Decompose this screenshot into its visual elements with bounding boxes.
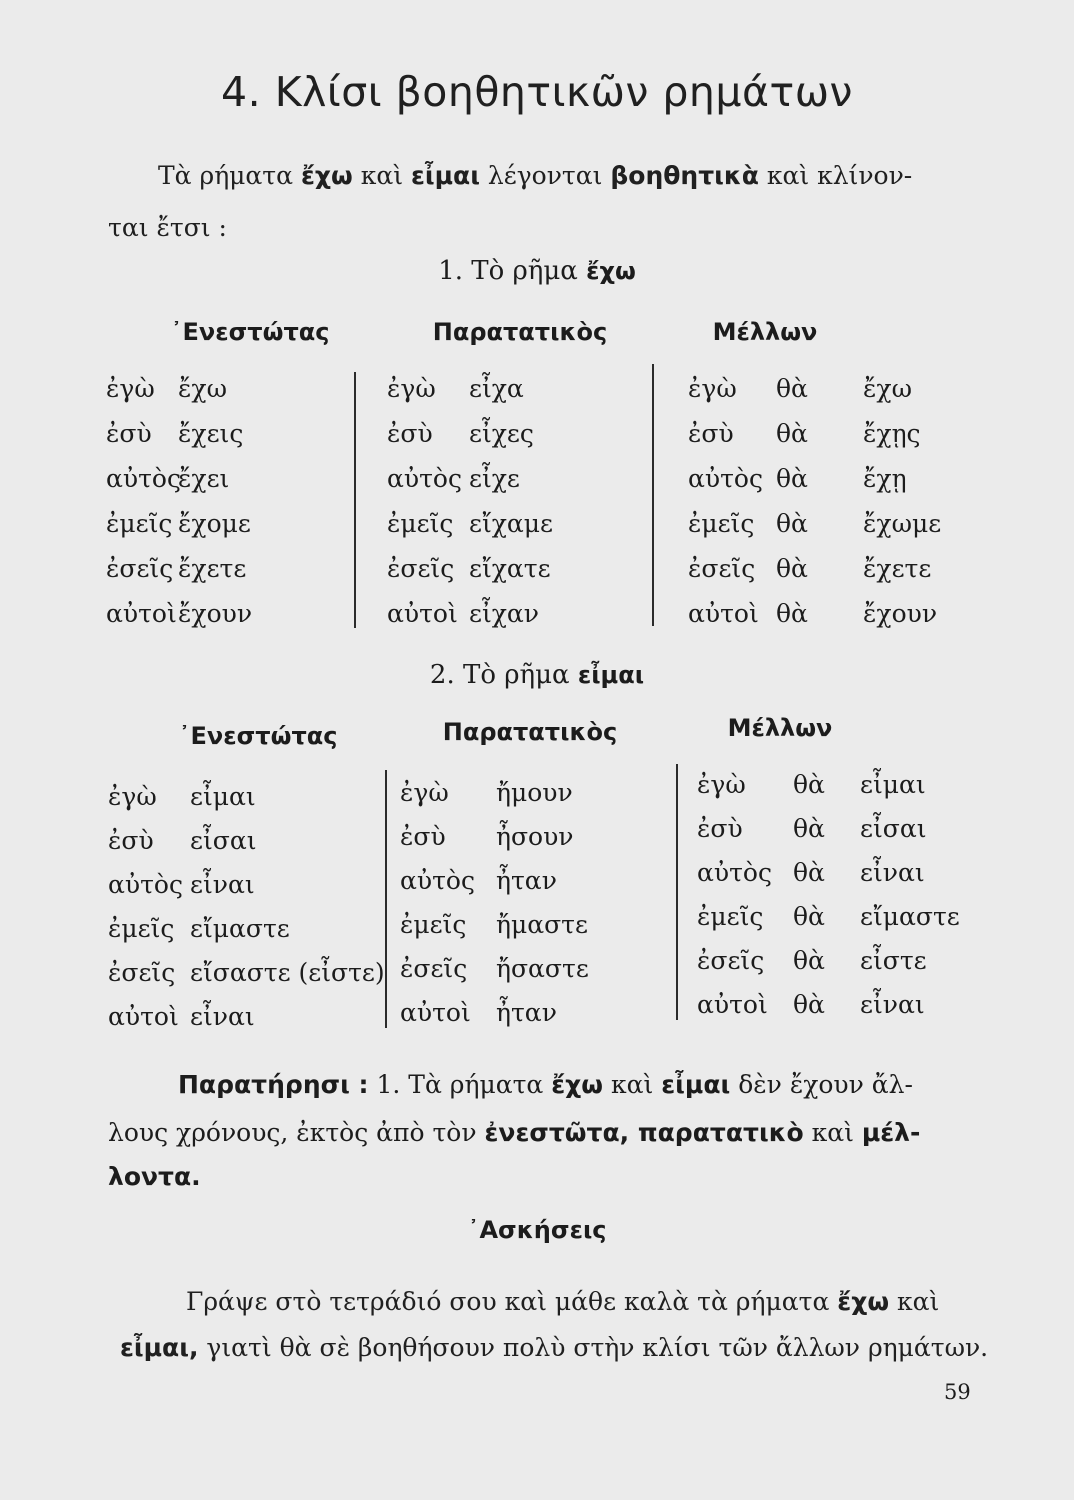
pronoun: ἐσὺ xyxy=(697,814,743,843)
pronoun: ἐγὼ xyxy=(106,374,155,403)
note-text: λους χρόνους, ἐκτὸς ἀπὸ τὸν xyxy=(108,1118,477,1147)
pronoun: ἐμεῖς xyxy=(387,509,454,538)
pronoun: αὐτὸς xyxy=(108,870,183,899)
note-label: Παρατήρησι : xyxy=(178,1070,369,1099)
verb-form: εἶναι xyxy=(190,1002,255,1031)
verb-form: εἶχα xyxy=(469,374,524,403)
verb-form: εἶμαι xyxy=(190,782,256,811)
note-bold-verb: εἶμαι xyxy=(661,1070,731,1099)
pronoun: ἐμεῖς xyxy=(106,509,173,538)
pronoun: αὐτὸς xyxy=(387,464,462,493)
verb-form: ἔχω xyxy=(178,374,227,403)
pronoun: αὐτοὶ xyxy=(697,990,768,1019)
pronoun: αὐτοὶ xyxy=(688,599,759,628)
future-particle: θὰ xyxy=(793,858,825,887)
pronoun: ἐμεῖς xyxy=(108,914,175,943)
column-divider xyxy=(385,770,387,1028)
intro-line-1 xyxy=(158,150,912,202)
future-particle: θὰ xyxy=(776,464,808,493)
pronoun: ἐσεῖς xyxy=(108,958,176,987)
verb-form: εἴχατε xyxy=(469,554,551,583)
exercises-text: γιατὶ θὰ σὲ βοηθήσουν πολὺ στὴν κλίσι τῶν ἄλλων ρημάτων. xyxy=(206,1333,989,1362)
future-particle: θὰ xyxy=(793,946,825,975)
pronoun: αὐτὸς xyxy=(400,866,475,895)
verb-form: εἶναι xyxy=(190,870,255,899)
verb1-verb: ἔχω xyxy=(586,257,636,285)
verb-form: ἔχομε xyxy=(178,509,251,538)
intro-bold-verb: εἶμαι xyxy=(410,161,480,190)
pronoun: ἐσεῖς xyxy=(400,954,468,983)
verb-form: εἶστε xyxy=(860,946,927,975)
intro-line-2: ται ἔτσι : xyxy=(108,213,227,242)
pronoun: ἐγὼ xyxy=(697,770,746,799)
intro-bold-term: βοηθητικὰ xyxy=(610,161,759,190)
intro-text: Τὰ ρήματα xyxy=(158,161,294,190)
verb-form: ἦσουν xyxy=(496,822,574,851)
verb2-label: 2. Τὸ ρῆμα xyxy=(429,660,570,690)
future-particle: θὰ xyxy=(776,374,808,403)
pronoun: ἐσὺ xyxy=(688,419,734,448)
note-line-3 xyxy=(108,1156,201,1198)
exercises-title: ᾿Ασκήσεις xyxy=(467,1216,607,1244)
pronoun: αὐτοὶ xyxy=(400,998,471,1027)
column-divider xyxy=(354,372,356,628)
future-particle: θὰ xyxy=(793,990,825,1019)
verb-form: εἶσαι xyxy=(190,826,257,855)
note-bold-term: ἐνεστῶτα, παρατατικὸ xyxy=(484,1118,804,1147)
verb-form: ἔχῃ xyxy=(863,464,907,493)
pronoun: αὐτοὶ xyxy=(108,1002,179,1031)
pronoun: ἐσεῖς xyxy=(387,554,455,583)
exercises-text: Γράψε στὸ τετράδιό σου καὶ μάθε καλὰ τὰ ρήματα xyxy=(186,1287,830,1316)
pronoun: ἐγὼ xyxy=(400,778,449,807)
pronoun: ἐσεῖς xyxy=(697,946,765,975)
note-text: 1. Τὰ ρήματα xyxy=(376,1070,544,1099)
verb-form: εἴμαστε xyxy=(190,914,290,943)
note-text: καὶ xyxy=(611,1070,654,1099)
verb-form: ἔχωμε xyxy=(863,509,942,538)
verb-form: εἶχαν xyxy=(469,599,539,628)
verb-form: εἶναι xyxy=(860,858,925,887)
verb-form: ἔχουν xyxy=(178,599,253,628)
verb2-verb: εἶμαι xyxy=(577,661,645,689)
verb-form: ἤμουν xyxy=(496,778,573,807)
exercises-line-2 xyxy=(120,1322,988,1374)
pronoun: ἐγὼ xyxy=(688,374,737,403)
pronoun: ἐγὼ xyxy=(387,374,436,403)
verb-form: ἤμαστε xyxy=(496,910,588,939)
verb1-header-imperfect: Παρατατικὸς xyxy=(432,318,608,346)
verb-form: εἴχαμε xyxy=(469,509,553,538)
verb-form: ἔχῃς xyxy=(863,419,921,448)
pronoun: ἐσὺ xyxy=(108,826,154,855)
intro-text: λέγονται xyxy=(487,161,603,190)
pronoun: αὐτοὶ xyxy=(387,599,458,628)
page-number: 59 xyxy=(944,1380,971,1404)
future-particle: θὰ xyxy=(793,814,825,843)
note-bold-term: λοντα. xyxy=(108,1162,201,1191)
verb-form: ἔχω xyxy=(863,374,912,403)
pronoun: ἐμεῖς xyxy=(688,509,755,538)
pronoun: αὐτὸς xyxy=(688,464,763,493)
verb-form: ἔχεις xyxy=(178,419,244,448)
verb-form: εἶχε xyxy=(469,464,520,493)
verb-form: εἴσαστε (εἶστε) xyxy=(190,958,385,987)
intro-text: καὶ xyxy=(360,161,404,190)
exercises-line-1 xyxy=(186,1276,939,1328)
verb-form: ἔχουν xyxy=(863,599,938,628)
verb-form: εἶμαι xyxy=(860,770,926,799)
verb1-label: 1. Τὸ ρῆμα xyxy=(438,256,578,286)
exercises-text: καὶ xyxy=(897,1287,940,1316)
verb2-header-imperfect: Παρατατικὸς xyxy=(442,718,618,746)
note-text: καὶ xyxy=(811,1118,854,1147)
note-bold-term: μέλ- xyxy=(861,1118,921,1147)
column-divider xyxy=(652,364,654,626)
verb1-header-present: ᾿Ενεστώτας xyxy=(170,318,330,346)
verb-form: εἴμαστε xyxy=(860,902,960,931)
pronoun: ἐσεῖς xyxy=(688,554,756,583)
column-divider xyxy=(676,764,678,1020)
note-line-1 xyxy=(108,1064,913,1106)
future-particle: θὰ xyxy=(776,509,808,538)
future-particle: θὰ xyxy=(776,419,808,448)
verb-form: ἦταν xyxy=(496,998,557,1027)
future-particle: θὰ xyxy=(793,770,825,799)
verb1-header-future: Μέλλων xyxy=(712,318,818,346)
note-bold-verb: ἔχω xyxy=(551,1070,604,1099)
verb-form: ἦταν xyxy=(496,866,557,895)
pronoun: ἐμεῖς xyxy=(400,910,467,939)
verb-form: ἔχει xyxy=(178,464,230,493)
future-particle: θὰ xyxy=(776,599,808,628)
verb-form: εἶσαι xyxy=(860,814,927,843)
pronoun: ἐσεῖς xyxy=(106,554,174,583)
pronoun: ἐσὺ xyxy=(106,419,152,448)
verb2-header-future: Μέλλων xyxy=(727,714,833,742)
verb2-heading xyxy=(0,660,1074,690)
pronoun: ἐσὺ xyxy=(400,822,446,851)
verb-form: εἶχες xyxy=(469,419,534,448)
pronoun: ἐμεῖς xyxy=(697,902,764,931)
note-text: δὲν ἔχουν ἄλ- xyxy=(738,1070,913,1099)
intro-bold-verb: ἔχω xyxy=(300,161,353,190)
note-line-2 xyxy=(108,1112,920,1154)
future-particle: θὰ xyxy=(793,902,825,931)
exercises-bold-verb: εἶμαι, xyxy=(120,1333,199,1362)
page-title: 4. Κλίσι βοηθητικῶν ρημάτων xyxy=(221,68,853,116)
verb-form: ἤσαστε xyxy=(496,954,589,983)
future-particle: θὰ xyxy=(776,554,808,583)
exercises-bold-verb: ἔχω xyxy=(837,1287,890,1316)
verb-form: ἔχετε xyxy=(863,554,932,583)
pronoun: αὐτὸς xyxy=(697,858,772,887)
verb-form: εἶναι xyxy=(860,990,925,1019)
pronoun: ἐσὺ xyxy=(387,419,433,448)
verb2-header-present: ᾿Ενεστώτας xyxy=(178,722,338,750)
pronoun: αὐτοὶ xyxy=(106,599,177,628)
pronoun: αὐτὸς xyxy=(106,464,181,493)
pronoun: ἐγὼ xyxy=(108,782,157,811)
intro-text: καὶ κλίνον- xyxy=(766,161,913,190)
verb1-heading xyxy=(0,256,1074,286)
verb-form: ἔχετε xyxy=(178,554,247,583)
